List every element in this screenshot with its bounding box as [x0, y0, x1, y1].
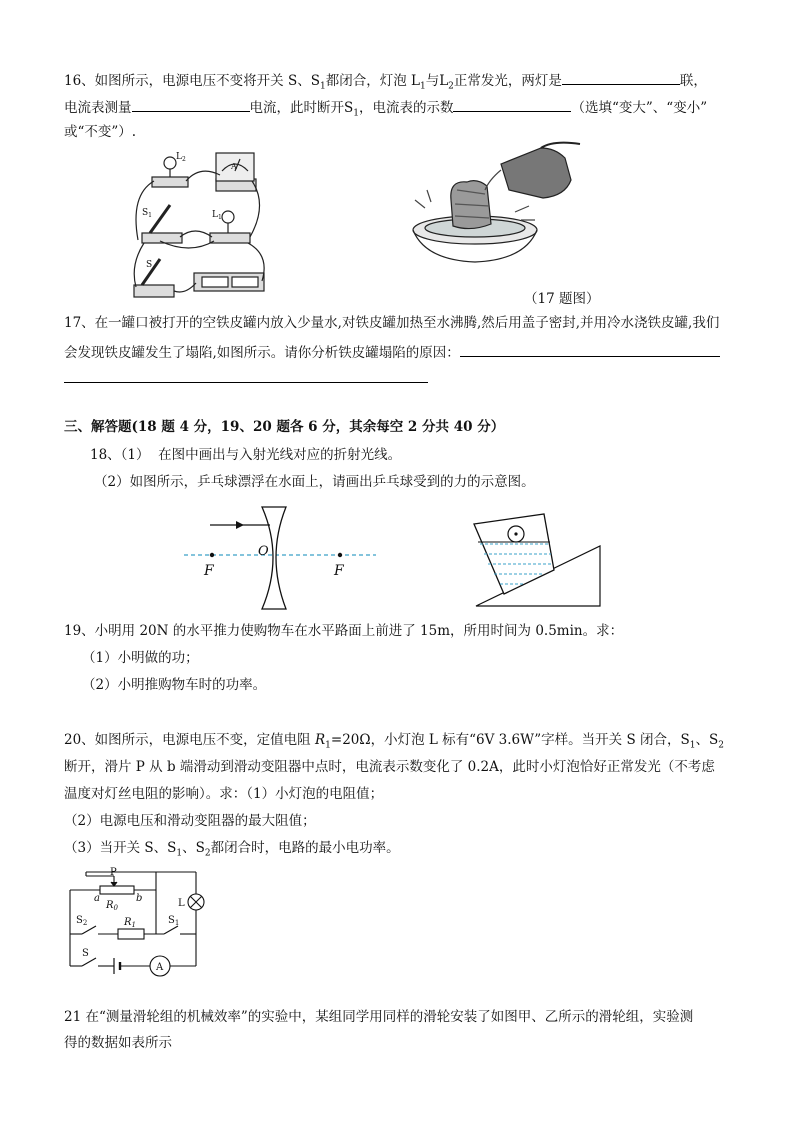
- answer-blank[interactable]: [562, 70, 680, 85]
- q20-line3: 温度对灯丝电阻的影响）。求：（1）小灯泡的电阻值；: [64, 786, 384, 802]
- q16-line1: 16、如图所示，电源电压不变将开关 S、$S_1$都闭合，灯泡 $L_1$与$L_2$正常发光，两灯是 联，: [64, 70, 707, 96]
- q18-part1: 18、（1） 在图中画出与入射光线对应的折射光线。: [90, 447, 402, 463]
- label-s: S: [82, 948, 89, 959]
- q20-line4: （2）电源电压和滑动变阻器的最大阻值；: [64, 813, 316, 829]
- q21-line2: 得的数据如表所示: [64, 1035, 172, 1051]
- label-l: L: [178, 898, 185, 909]
- optical-center-label: O: [258, 544, 269, 559]
- answer-line[interactable]: [64, 382, 428, 383]
- q21-line1: 21 在“测量滑轮组的机械效率”的实验中，某组同学用同样的滑轮安装了如图甲、乙所示的滑轮组，实验测: [64, 1009, 694, 1025]
- q19-part2: （2）小明推购物车时的功率。: [82, 677, 267, 693]
- label-r0: $R_0$: [106, 900, 118, 912]
- q17-line2: 会发现铁皮罐发生了塌陷,如图所示。请你分析铁皮罐塌陷的原因：: [64, 342, 720, 362]
- q20-line1: 20、如图所示，电源电压不变，定值电阻 $R_1=20\Omega$，小灯泡 L 标有“6V 3.6W”字样。当开关 S 闭合，$S_1$、$S_2$: [64, 732, 724, 751]
- figure-18-lens: [180, 505, 380, 615]
- resistor-r1: [118, 929, 144, 939]
- figure-17-can: [405, 140, 585, 270]
- label-s: S: [146, 260, 153, 270]
- q16-line2: 电流表测量 电流，此时断开$S_1$，电流表的示数 （选填“变大”、“变小”: [64, 97, 707, 123]
- section-3-heading: 三、解答题(18 题 4 分，19、20 题各 6 分，其余每空 2 分共 40 分）: [64, 419, 505, 435]
- label-s1: $S_1$: [142, 208, 152, 219]
- figure-20-circuit: [60, 866, 220, 981]
- arrow-icon: [236, 521, 244, 529]
- figure-17-caption: （17 题图）: [524, 291, 600, 307]
- q20-line2: 断开，滑片 P 从 b 端滑动到滑动变阻器中点时，电流表示数变化了 0.2A，此时小灯泡恰好正常发光（不考虑: [64, 759, 715, 775]
- label-l2: $L_2$: [176, 152, 186, 163]
- focus-label-right: F: [334, 563, 344, 579]
- q20-line5: （3）当开关 S、$S_1$、$S_2$都闭合时，电路的最小电功率。: [64, 840, 400, 859]
- l2-board: [152, 177, 188, 187]
- label-ammeter: A: [231, 162, 237, 171]
- answer-blank[interactable]: [460, 342, 720, 357]
- label-r1: $R_1$: [124, 917, 136, 929]
- label-l1: $L_1$: [212, 210, 222, 221]
- figure-16-circuit: [130, 145, 270, 305]
- label-b: b: [136, 893, 143, 904]
- label-s2: $S_2$: [76, 915, 88, 927]
- label-p: P: [110, 867, 117, 878]
- label-a: a: [94, 893, 100, 904]
- label-s1: $S_1$: [168, 915, 180, 927]
- q18-part2: （2）如图所示，乒乓球漂浮在水面上，请画出乒乓球受到的力的示意图。: [94, 474, 535, 490]
- q19-line1: 19、小明用 20N 的水平推力使购物车在水平路面上前进了 15m，所用时间为 0.5min。求：: [64, 623, 624, 639]
- q16-line3: 或“不变”）.: [64, 124, 137, 140]
- q17-line1: 17、在一罐口被打开的空铁皮罐内放入少量水,对铁皮罐加热至水沸腾,然后用盖子密封,并用冷水浇铁皮罐,我们: [64, 315, 720, 331]
- q19-part1: （1）小明做的功；: [82, 650, 199, 666]
- label-ammeter: A: [156, 962, 164, 973]
- figure-18-floating-ball: [470, 510, 606, 610]
- answer-blank[interactable]: [132, 97, 250, 112]
- rheostat: [100, 886, 134, 894]
- focus-label-left: F: [204, 563, 214, 579]
- answer-blank[interactable]: [453, 97, 571, 112]
